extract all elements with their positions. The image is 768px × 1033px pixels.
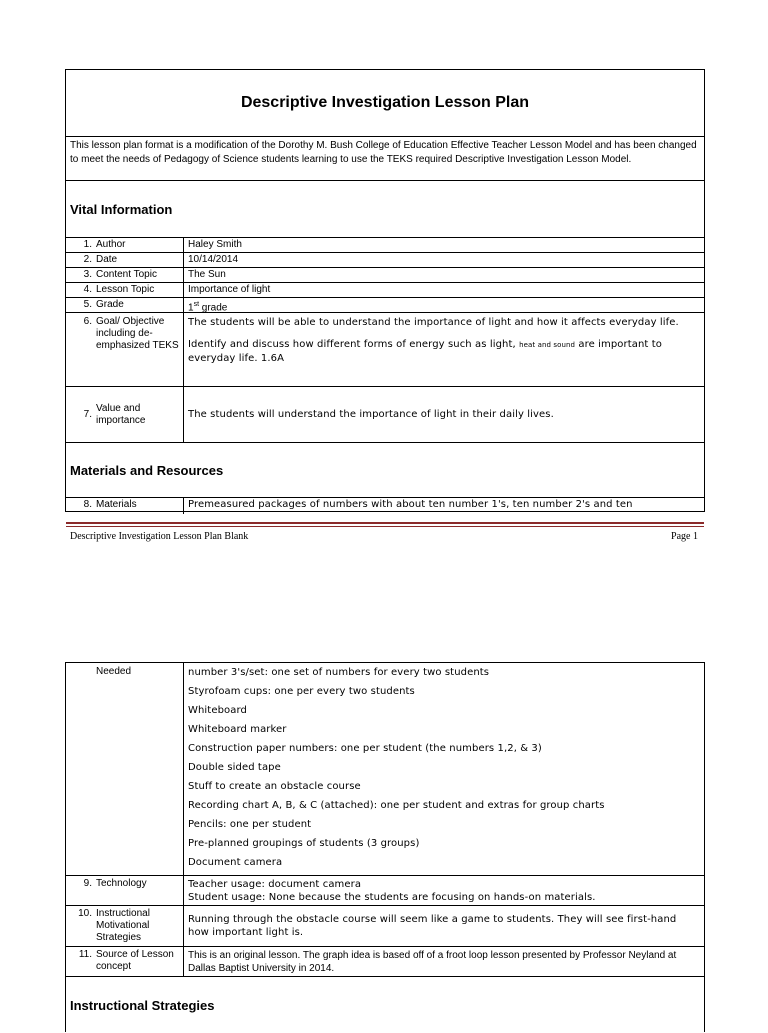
author-value: Haley Smith: [188, 239, 242, 250]
list-item: Pencils: one per student: [188, 819, 312, 830]
goal-value: The students will be able to understand the importance of light and how it affects everyday life. Identify and discuss how different forms of energy such as light, heat and sound are important to everyday life. 1.6A: [188, 317, 679, 364]
lesson-topic-value: Importance of light: [188, 284, 271, 295]
motivational-value: Running through the obstacle course will seem like a game to students. They will see first-hand how important light is.: [188, 914, 677, 938]
list-item: Whiteboard: [188, 705, 247, 716]
vital-row-date: 2. Date 10/14/2014: [66, 252, 704, 267]
goal-row: 6. Goal/ Objective including de-emphasized TEKS The students will be able to understand the importance of light and how it affects everyday life. Identify and discuss how different forms of energy such as light, heat and sound are important to everyday life. 1.6A: [66, 312, 704, 386]
page-title: Descriptive Investigation Lesson Plan: [240, 94, 530, 111]
list-item: Double sided tape: [188, 762, 281, 773]
materials-needed-row: Needed number 3's/set: one set of numbers for every two students Styrofoam cups: one per every two students Whiteboard Whiteboard marker Construction paper numbers: one per student (the numbers 1,2, & 3) Double sided tape Stuff to create an obstacle course Recording chart A, B, & C (attached): one per student and extras for group charts Pencils: one per student Pre-planned groupings of students (3 groups) Document camera: [66, 663, 704, 875]
list-item: Pre-planned groupings of students (3 groups): [188, 838, 420, 849]
lesson-plan-table-page2: [65, 662, 705, 1032]
list-item: number 3's/set: one set of numbers for every two students: [188, 667, 490, 678]
vital-row-grade: 5. Grade 1st grade: [66, 297, 704, 312]
list-item: Stuff to create an obstacle course: [188, 781, 361, 792]
value-row: 7. Value and importance The students will understand the importance of light in their daily lives.: [66, 386, 704, 442]
list-item: Document camera: [188, 857, 283, 868]
lesson-plan-table-page1: [65, 69, 705, 512]
date-value: 10/14/2014: [188, 254, 239, 265]
technology-row: 9. Technology Teacher usage: document camera Student usage: None because the students are focusing on hands-on materials.: [66, 875, 704, 905]
source-row: 11. Source of Lesson concept This is an original lesson. The graph idea is based off of a froot loop lesson presented by Professor Neyland at Dallas Baptist University in 2014.: [66, 946, 704, 976]
value-text: The students will understand the importance of light in their daily lives.: [188, 408, 554, 420]
list-item: Recording chart A, B, & C (attached): one per student and extras for group charts: [188, 800, 605, 811]
footer-doc-name: Descriptive Investigation Lesson Plan Blank: [70, 531, 249, 542]
materials-heading: Materials and Resources: [66, 442, 704, 497]
strategies-heading: Instructional Strategies: [66, 976, 704, 1033]
source-value: This is an original lesson. The graph idea is based off of a froot loop lesson presented by Professor Neyland at Dallas Baptist University in 2014.: [188, 950, 677, 974]
vital-heading: Vital Information: [66, 180, 704, 237]
footer-rule-thin: [66, 526, 704, 527]
materials-row: 8. Materials Premeasured packages of numbers with about ten number 1's, ten number 2's and ten: [66, 497, 704, 514]
list-item: Styrofoam cups: one per every two students: [188, 686, 415, 697]
technology-value: Teacher usage: document camera Student usage: None because the students are focusing on hands-on materials.: [188, 879, 596, 903]
vital-row-content-topic: 3. Content Topic The Sun: [66, 267, 704, 282]
footer-rule: [66, 522, 704, 524]
vital-row-author: 1. Author Haley Smith: [66, 237, 704, 252]
materials-first-line: Premeasured packages of numbers with about ten number 1's, ten number 2's and ten: [188, 499, 633, 510]
motivational-row: 10. Instructional Motivational Strategies Running through the obstacle course will seem like a game to students. They will see first-hand how important light is.: [66, 905, 704, 946]
materials-list: [184, 663, 704, 875]
list-item: Construction paper numbers: one per student (the numbers 1,2, & 3): [188, 743, 542, 754]
list-item: Whiteboard marker: [188, 724, 287, 735]
content-topic-value: The Sun: [188, 269, 226, 280]
intro-text: This lesson plan format is a modification of the Dorothy M. Bush College of Education Effective Teacher Lesson Model and has been changed to meet the needs of Pedagogy of Science students learning to use the TEKS required Descriptive Investigation Lesson Model.: [66, 136, 704, 180]
vital-row-lesson-topic: 4. Lesson Topic Importance of light: [66, 282, 704, 297]
page-footer: [70, 531, 698, 542]
grade-value: 1st grade: [188, 301, 228, 314]
footer-page-number: Page 1: [671, 531, 698, 542]
